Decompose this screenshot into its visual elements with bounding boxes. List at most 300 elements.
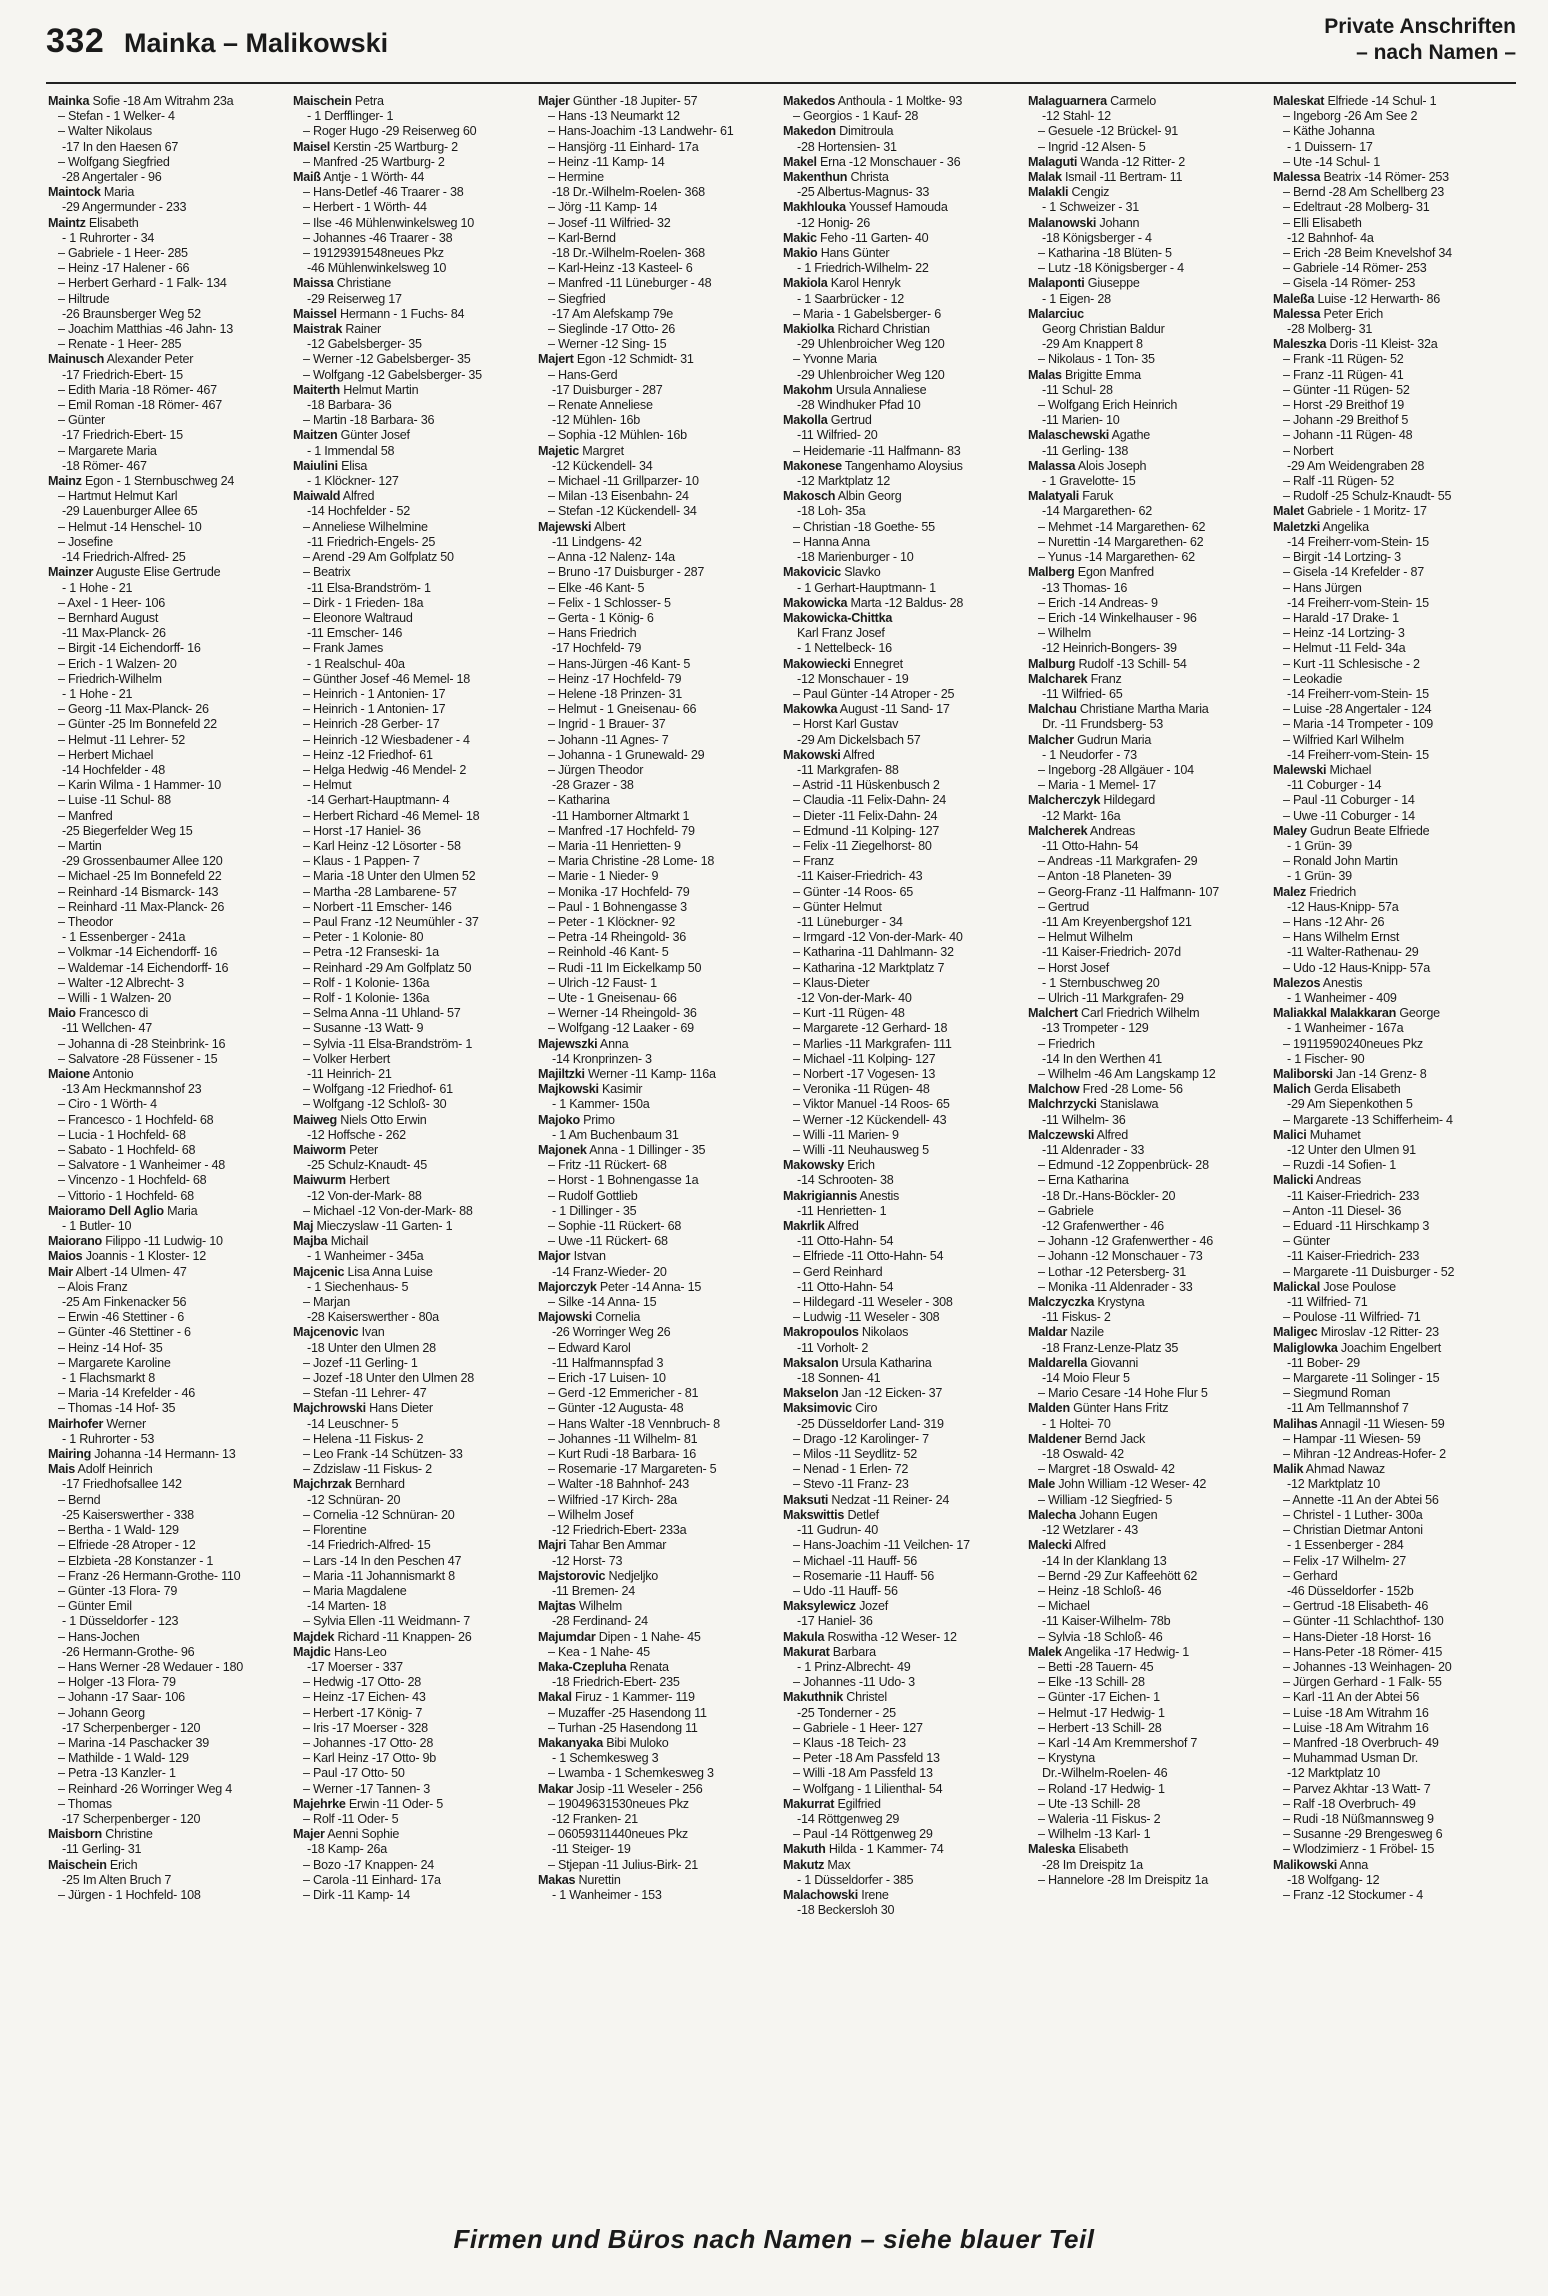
- entry-text: Anestis: [856, 1188, 900, 1203]
- entry-text: – Heinz -17 Hochfeld- 79: [548, 671, 682, 686]
- entry-text: Georg Christian Baldur: [1042, 322, 1165, 337]
- entry-text: – Annette -11 An der Abtei 56: [1283, 1492, 1439, 1507]
- directory-entry: [1273, 961, 1514, 976]
- entry-text: – Ingeborg -26 Am See 2: [1283, 109, 1418, 124]
- directory-entry: [1028, 1295, 1269, 1310]
- entry-text: – Hans Jürgen: [1283, 580, 1362, 595]
- entry-text: – Gabriele - 1 Heer- 285: [58, 246, 188, 261]
- directory-entry: [1028, 1584, 1269, 1599]
- entry-surname: Majri: [538, 1538, 567, 1553]
- entry-text: – Udo -12 Haus-Knipp- 57a: [1283, 960, 1431, 975]
- directory-entry: [538, 565, 779, 580]
- directory-entry: [1028, 900, 1269, 915]
- entry-text: -18 Loh- 35a: [797, 504, 866, 519]
- entry-surname: Malihas: [1273, 1416, 1318, 1431]
- directory-entry: [1028, 1325, 1269, 1340]
- entry-text: – Herbert - 1 Wörth- 44: [303, 200, 427, 215]
- directory-entry: [293, 1599, 534, 1614]
- directory-entry: [1028, 276, 1269, 291]
- entry-text: – Jürgen Gerhard - 1 Falk- 55: [1283, 1675, 1442, 1690]
- entry-surname: Maiwald: [293, 489, 341, 504]
- entry-text: Richard -11 Knappen- 26: [334, 1629, 472, 1644]
- entry-text: – Monika -17 Hochfeld- 79: [548, 884, 690, 899]
- entry-text: – Werner -14 Rheingold- 36: [548, 1006, 697, 1021]
- directory-entry: [538, 1021, 779, 1036]
- directory-entry: [783, 717, 1024, 732]
- entry-text: – Salvatore - 1 Wanheimer - 48: [58, 1158, 226, 1173]
- directory-entry: [1028, 596, 1269, 611]
- directory-entry: [538, 672, 779, 687]
- entry-text: -11 Otto-Hahn- 54: [797, 1279, 894, 1294]
- entry-text: – Udo -11 Hauff- 56: [793, 1583, 898, 1598]
- entry-text: -11 Schul- 28: [1042, 382, 1113, 397]
- directory-entry: [783, 1037, 1024, 1052]
- directory-entry: [1028, 1113, 1269, 1128]
- directory-entry: [538, 1538, 779, 1553]
- directory-entry: [48, 383, 289, 398]
- directory-entry: [538, 1782, 779, 1797]
- directory-entry: [783, 885, 1024, 900]
- entry-text: – Heinz -17 Eichen- 43: [303, 1690, 426, 1705]
- entry-surname: Male: [1028, 1477, 1055, 1492]
- directory-entry: [1028, 1371, 1269, 1386]
- directory-entry: [293, 94, 534, 109]
- directory-entry: [783, 1158, 1024, 1173]
- directory-entry: [1028, 520, 1269, 535]
- entry-text: – Poulose -11 Wilfried- 71: [1283, 1310, 1421, 1325]
- directory-column: [293, 94, 538, 2214]
- entry-surname: Makrigiannis: [783, 1188, 857, 1203]
- directory-entry: [1273, 1356, 1514, 1371]
- directory-entry: [293, 1493, 534, 1508]
- directory-entry: [1028, 185, 1269, 200]
- directory-entry: [1273, 1477, 1514, 1492]
- directory-entry: [538, 778, 779, 793]
- entry-surname: Makosch: [783, 489, 836, 504]
- directory-entry: [538, 869, 779, 884]
- directory-entry: [1028, 1158, 1269, 1173]
- entry-text: Erwin -11 Oder- 5: [345, 1796, 444, 1811]
- entry-text: – Elli Elisabeth: [1283, 215, 1362, 230]
- directory-entry: [293, 1037, 534, 1052]
- directory-entry: [48, 1356, 289, 1371]
- directory-entry: [293, 1052, 534, 1067]
- entry-text: - 1 Klöckner- 127: [307, 474, 399, 489]
- directory-entry: [48, 1630, 289, 1645]
- entry-text: -18 Barbara- 36: [307, 398, 392, 413]
- entry-surname: Maksylewicz: [783, 1599, 856, 1614]
- entry-text: Ursula Annaliese: [832, 382, 927, 397]
- directory-entry: [783, 428, 1024, 443]
- entry-text: -17 Scherpenberger - 120: [62, 1720, 201, 1735]
- directory-entry: [1273, 1538, 1514, 1553]
- directory-entry: [538, 383, 779, 398]
- entry-text: – Rudolf -25 Schulz-Knaudt- 55: [1283, 489, 1452, 504]
- entry-text: Ivan: [358, 1325, 385, 1340]
- directory-entry: [1273, 748, 1514, 763]
- entry-text: -29 Grossenbaumer Allee 120: [62, 854, 223, 869]
- entry-text: – Milos -11 Seydlitz- 52: [793, 1447, 917, 1462]
- directory-entry: [783, 991, 1024, 1006]
- directory-entry: [293, 413, 534, 428]
- directory-entry: [538, 170, 779, 185]
- entry-surname: Makuth: [783, 1842, 826, 1857]
- entry-text: – Mehmet -14 Margarethen- 62: [1038, 519, 1206, 534]
- directory-entry: [48, 854, 289, 869]
- entry-text: – Edmund -12 Zoppenbrück- 28: [1038, 1158, 1209, 1173]
- entry-text: – Katharina: [548, 793, 610, 808]
- entry-text: – Walter Nikolaus: [58, 124, 152, 139]
- entry-text: – Heinz -17 Halener - 66: [58, 261, 190, 276]
- entry-text: – Sylvia Ellen -11 Weidmann- 7: [303, 1614, 471, 1629]
- entry-text: Dr.-Wilhelm-Roelen- 46: [1042, 1766, 1168, 1781]
- entry-text: – Hans-Dieter -18 Horst- 16: [1283, 1629, 1431, 1644]
- entry-text: -18 Marienburger - 10: [797, 550, 914, 565]
- directory-entry: [293, 1219, 534, 1234]
- directory-entry: [783, 1113, 1024, 1128]
- directory-entry: [293, 322, 534, 337]
- directory-entry: [538, 428, 779, 443]
- entry-text: -12 Stahl- 12: [1042, 109, 1111, 124]
- section-title-line1: Private Anschriften: [1324, 15, 1516, 38]
- entry-text: Angelika -17 Hedwig- 1: [1061, 1644, 1190, 1659]
- entry-text: -14 Freiherr-vom-Stein- 15: [1287, 747, 1429, 762]
- directory-entry: [538, 1645, 779, 1660]
- directory-entry: [48, 200, 289, 215]
- directory-entry: [293, 337, 534, 352]
- entry-surname: Makowsky: [783, 1158, 844, 1173]
- entry-text: – Jürgen - 1 Hochfeld- 108: [58, 1887, 201, 1902]
- entry-surname: Majowski: [538, 1310, 592, 1325]
- entry-text: – Johann -29 Breithof 5: [1283, 413, 1409, 428]
- entry-text: -29 Am Weidengraben 28: [1287, 458, 1425, 473]
- directory-entry: [1273, 824, 1514, 839]
- directory-entry: [538, 1630, 779, 1645]
- directory-entry: [48, 535, 289, 550]
- directory-entry: [1273, 596, 1514, 611]
- entry-text: – Uwe -11 Coburger - 14: [1283, 808, 1415, 823]
- entry-text: -28 Kaiserswerther - 80a: [307, 1310, 439, 1325]
- directory-entry: [48, 352, 289, 367]
- entry-surname: Malaschewski: [1028, 428, 1110, 443]
- directory-entry: [48, 504, 289, 519]
- directory-entry: [538, 459, 779, 474]
- entry-text: – Lars -14 In den Peschen 47: [303, 1553, 462, 1568]
- directory-entry: [1273, 1052, 1514, 1067]
- entry-text: Tangenhamo Aloysius: [841, 458, 963, 473]
- directory-entry: [1273, 976, 1514, 991]
- directory-entry: [1028, 915, 1269, 930]
- entry-text: Andreas: [1313, 1173, 1361, 1188]
- directory-entry: [538, 1371, 779, 1386]
- directory-entry: [48, 839, 289, 854]
- entry-text: – Stefan - 1 Welker- 4: [58, 109, 175, 124]
- entry-text: – Waleria -11 Fiskus- 2: [1038, 1811, 1161, 1826]
- directory-entry: [48, 1173, 289, 1188]
- directory-entry: [1273, 991, 1514, 1006]
- directory-entry: [1273, 216, 1514, 231]
- entry-surname: Makenthun: [783, 170, 848, 185]
- directory-entry: [1028, 945, 1269, 960]
- directory-entry: [783, 626, 1024, 641]
- entry-text: Bibi Muloko: [602, 1735, 669, 1750]
- directory-entry: [1273, 1797, 1514, 1812]
- directory-entry: [1028, 1523, 1269, 1538]
- directory-entry: [783, 672, 1024, 687]
- directory-entry: [293, 1614, 534, 1629]
- entry-text: – Wolfgang - 1 Lilienthal- 54: [793, 1781, 943, 1796]
- entry-text: Werner: [103, 1416, 146, 1431]
- entry-text: – Horst -17 Haniel- 36: [303, 823, 421, 838]
- entry-text: Gudrun Maria: [1073, 732, 1152, 747]
- entry-text: – Walter -12 Albrecht- 3: [58, 975, 184, 990]
- entry-surname: Mair: [48, 1264, 73, 1279]
- entry-text: Aenni Sophie: [324, 1827, 400, 1842]
- entry-text: Alexander Peter: [104, 352, 194, 367]
- entry-text: – Sieglinde -17 Otto- 26: [548, 322, 676, 337]
- entry-text: -18 Oswald- 42: [1042, 1447, 1124, 1462]
- entry-text: Bernd Jack: [1081, 1431, 1146, 1446]
- entry-text: – Sophie -11 Rückert- 68: [548, 1219, 682, 1234]
- entry-text: Antje - 1 Wörth- 44: [320, 170, 425, 185]
- directory-entry: [538, 1766, 779, 1781]
- directory-entry: [293, 1842, 534, 1857]
- entry-text: Ennegret: [850, 656, 903, 671]
- entry-text: -18 Sonnen- 41: [797, 1371, 881, 1386]
- entry-text: – Werner -17 Tannen- 3: [303, 1781, 431, 1796]
- entry-text: -14 Gerhart-Hauptmann- 4: [307, 793, 450, 808]
- entry-text: – Vincenzo - 1 Hochfeld- 68: [58, 1173, 207, 1188]
- entry-text: Karl Franz Josef: [797, 626, 885, 641]
- entry-text: -18 Dr.-Wilhelm-Roelen- 368: [552, 246, 705, 261]
- entry-surname: Mainusch: [48, 352, 105, 367]
- entry-text: -11 Coburger - 14: [1287, 778, 1382, 793]
- directory-entry: [293, 1234, 534, 1249]
- directory-entry: [538, 1812, 779, 1827]
- entry-text: -29 Am Knappert 8: [1042, 337, 1143, 352]
- directory-entry: [783, 1827, 1024, 1842]
- directory-entry: [783, 641, 1024, 656]
- entry-text: -14 Röttgenweg 29: [797, 1811, 900, 1826]
- entry-text: Michael: [1326, 762, 1372, 777]
- directory-entry: [48, 1052, 289, 1067]
- entry-text: Carl Friedrich Wilhelm: [1077, 1006, 1200, 1021]
- directory-entry: [48, 1523, 289, 1538]
- directory-entry: [1028, 793, 1269, 808]
- directory-entry: [783, 322, 1024, 337]
- entry-text: – Margarete -12 Gerhard- 18: [793, 1021, 948, 1036]
- entry-surname: Majtas: [538, 1599, 576, 1614]
- directory-entry: [783, 1554, 1024, 1569]
- directory-entry: [538, 945, 779, 960]
- entry-text: – Paul -17 Otto- 50: [303, 1766, 405, 1781]
- directory-entry: [1273, 1858, 1514, 1873]
- directory-entry: [1028, 1858, 1269, 1873]
- entry-text: – Katharina -12 Marktplatz 7: [793, 960, 945, 975]
- entry-text: – Wilfried Karl Wilhelm: [1283, 732, 1404, 747]
- entry-text: – Reinhard -14 Bismarck- 143: [58, 884, 219, 899]
- entry-surname: Maleskat: [1273, 94, 1325, 108]
- directory-entry: [783, 1219, 1024, 1234]
- entry-text: -46 Düsseldorfer - 152b: [1287, 1583, 1414, 1598]
- entry-surname: Maisel: [293, 139, 331, 154]
- entry-text: – Bernd: [58, 1492, 101, 1507]
- directory-entry: [293, 809, 534, 824]
- directory-entry: [48, 124, 289, 139]
- footer-note: Firmen und Büros nach Namen – siehe blauer Teil: [453, 2224, 1095, 2254]
- directory-entry: [783, 1721, 1024, 1736]
- directory-column: [783, 94, 1028, 2214]
- entry-surname: Malcharek: [1028, 671, 1088, 686]
- entry-surname: Malek: [1028, 1644, 1062, 1659]
- directory-entry: [783, 1189, 1024, 1204]
- entry-text: – Hampar -11 Wiesen- 59: [1283, 1431, 1421, 1446]
- entry-text: Gertrud: [827, 413, 872, 428]
- directory-entry: [783, 474, 1024, 489]
- directory-entry: [1028, 748, 1269, 763]
- entry-text: John William -12 Weser- 42: [1055, 1477, 1207, 1492]
- entry-surname: Malcherek: [1028, 823, 1088, 838]
- entry-text: - 1 Grün- 39: [1287, 838, 1352, 853]
- entry-text: Muhamet: [1306, 1127, 1361, 1142]
- entry-text: -11 Hamborner Altmarkt 1: [552, 808, 690, 823]
- entry-text: -14 Franz-Wieder- 20: [552, 1264, 667, 1279]
- entry-text: -11 Kaiser-Friedrich- 43: [797, 869, 923, 884]
- entry-surname: Malberg: [1028, 565, 1075, 580]
- directory-entry: [783, 1432, 1024, 1447]
- entry-text: – Ludwig -11 Weseler - 308: [793, 1310, 940, 1325]
- entry-text: – Erich -14 Winkelhauser - 96: [1038, 610, 1197, 625]
- entry-text: – Norbert -11 Emscher- 146: [303, 899, 452, 914]
- entry-surname: Maischein: [48, 1857, 107, 1872]
- entry-text: -18 Friedrich-Ebert- 235: [552, 1675, 680, 1690]
- directory-entry: [783, 1310, 1024, 1325]
- entry-surname: Makolla: [783, 413, 828, 428]
- directory-entry: [538, 307, 779, 322]
- directory-entry: [1273, 763, 1514, 778]
- directory-entry: [48, 1067, 289, 1082]
- entry-text: - 1 Hohe - 21: [62, 686, 133, 701]
- entry-text: – Johannes -11 Udo- 3: [793, 1675, 915, 1690]
- entry-text: Albin Georg: [835, 489, 902, 504]
- directory-entry: [1028, 1812, 1269, 1827]
- directory-entry: [1028, 702, 1269, 717]
- directory-entry: [293, 1827, 534, 1842]
- entry-text: – Eleonore Waltraud: [303, 610, 413, 625]
- entry-surname: Makuthnik: [783, 1690, 844, 1705]
- directory-entry: [48, 1280, 289, 1295]
- entry-text: – Johann Georg: [58, 1705, 145, 1720]
- directory-entry: [783, 1265, 1024, 1280]
- entry-text: - 1 Ruhrorter - 53: [62, 1431, 155, 1446]
- directory-entry: [783, 1249, 1024, 1264]
- entry-text: -11 Henrietten- 1: [797, 1203, 887, 1218]
- entry-text: – Maria - 1 Memel- 17: [1038, 778, 1156, 793]
- directory-entry: [1273, 489, 1514, 504]
- directory-entry: [293, 657, 534, 672]
- entry-text: Jozef: [855, 1599, 888, 1614]
- entry-text: – Josef -11 Wilfried- 32: [548, 215, 671, 230]
- directory-entry: [783, 976, 1024, 991]
- entry-text: – Wolfgang Siegfried: [58, 154, 170, 169]
- directory-entry: [538, 124, 779, 139]
- entry-surname: Maligec: [1273, 1325, 1318, 1340]
- directory-entry: [783, 1842, 1024, 1857]
- directory-entry: [1273, 1280, 1514, 1295]
- directory-entry: [783, 109, 1024, 124]
- entry-text: – Katharina -18 Blüten- 5: [1038, 246, 1172, 261]
- entry-text: – Margarete -11 Solinger - 15: [1283, 1371, 1440, 1386]
- entry-text: – Veronika -11 Rügen- 48: [793, 1082, 930, 1097]
- entry-text: -17 Duisburger - 287: [552, 382, 663, 397]
- directory-entry: [48, 1599, 289, 1614]
- entry-text: Fred -28 Lome- 56: [1079, 1082, 1183, 1097]
- entry-text: – Wolfgang -12 Laaker - 69: [548, 1021, 694, 1036]
- directory-entry: [538, 1310, 779, 1325]
- entry-surname: Majoko: [538, 1112, 580, 1127]
- entry-text: – William -12 Siegfried- 5: [1038, 1492, 1173, 1507]
- directory-entry: [1273, 383, 1514, 398]
- directory-entry: [1273, 869, 1514, 884]
- directory-entry: [48, 459, 289, 474]
- directory-entry: [1273, 140, 1514, 155]
- entry-text: – Waldemar -14 Eichendorff- 16: [58, 960, 229, 975]
- entry-text: Bernhard: [351, 1477, 405, 1492]
- entry-text: -18 Wolfgang- 12: [1287, 1872, 1380, 1887]
- entry-text: - 1 Eigen- 28: [1042, 291, 1111, 306]
- entry-text: -14 Freiherr-vom-Stein- 15: [1287, 595, 1429, 610]
- entry-text: – Maria -18 Unter den Ulmen 52: [303, 869, 476, 884]
- directory-entry: [538, 793, 779, 808]
- entry-text: -11 Kaiser-Wilhelm- 78b: [1042, 1614, 1171, 1629]
- directory-entry: [783, 809, 1024, 824]
- directory-entry: [538, 550, 779, 565]
- entry-text: -29 Uhlenbroicher Weg 120: [797, 337, 945, 352]
- entry-text: Josip -11 Weseler - 256: [573, 1781, 703, 1796]
- directory-entry: [1028, 1569, 1269, 1584]
- entry-text: – Margarete Karoline: [58, 1355, 171, 1370]
- entry-text: -14 In der Klanklang 13: [1042, 1553, 1167, 1568]
- directory-entry: [1273, 398, 1514, 413]
- entry-surname: Makropoulos: [783, 1325, 859, 1340]
- directory-entry: [293, 1204, 534, 1219]
- entry-text: – Rolf - 1 Kolonie- 136a: [303, 990, 430, 1005]
- entry-text: – Luise -18 Am Witrahm 16: [1283, 1720, 1429, 1735]
- entry-text: – Hansjörg -11 Einhard- 17a: [548, 139, 699, 154]
- directory-entry: [48, 109, 289, 124]
- entry-text: -11 Kaiser-Friedrich- 207d: [1042, 945, 1181, 960]
- directory-entry: [538, 1325, 779, 1340]
- entry-text: – Thomas -14 Hof- 35: [58, 1401, 176, 1416]
- directory-entry: [1273, 1265, 1514, 1280]
- entry-text: – Axel - 1 Heer- 106: [58, 595, 166, 610]
- entry-text: – Margarete -11 Duisburger - 52: [1283, 1264, 1455, 1279]
- directory-entry: [1273, 413, 1514, 428]
- entry-text: -28 Ferdinand- 24: [552, 1614, 648, 1629]
- entry-text: – Mihran -12 Andreas-Hofer- 2: [1283, 1447, 1446, 1462]
- directory-entry: [48, 1873, 289, 1888]
- entry-text: Erich: [844, 1158, 875, 1173]
- entry-text: – Johannes -11 Wilhelm- 81: [548, 1431, 698, 1446]
- directory-entry: [1273, 185, 1514, 200]
- directory-entry: [48, 945, 289, 960]
- directory-entry: [293, 1113, 534, 1128]
- directory-entry: [1273, 368, 1514, 383]
- entry-text: -17 Friedhofsallee 142: [62, 1477, 182, 1492]
- entry-text: – Kurt -11 Rügen- 48: [793, 1006, 905, 1021]
- directory-entry: [1273, 1158, 1514, 1173]
- entry-text: Agathe: [1109, 428, 1150, 443]
